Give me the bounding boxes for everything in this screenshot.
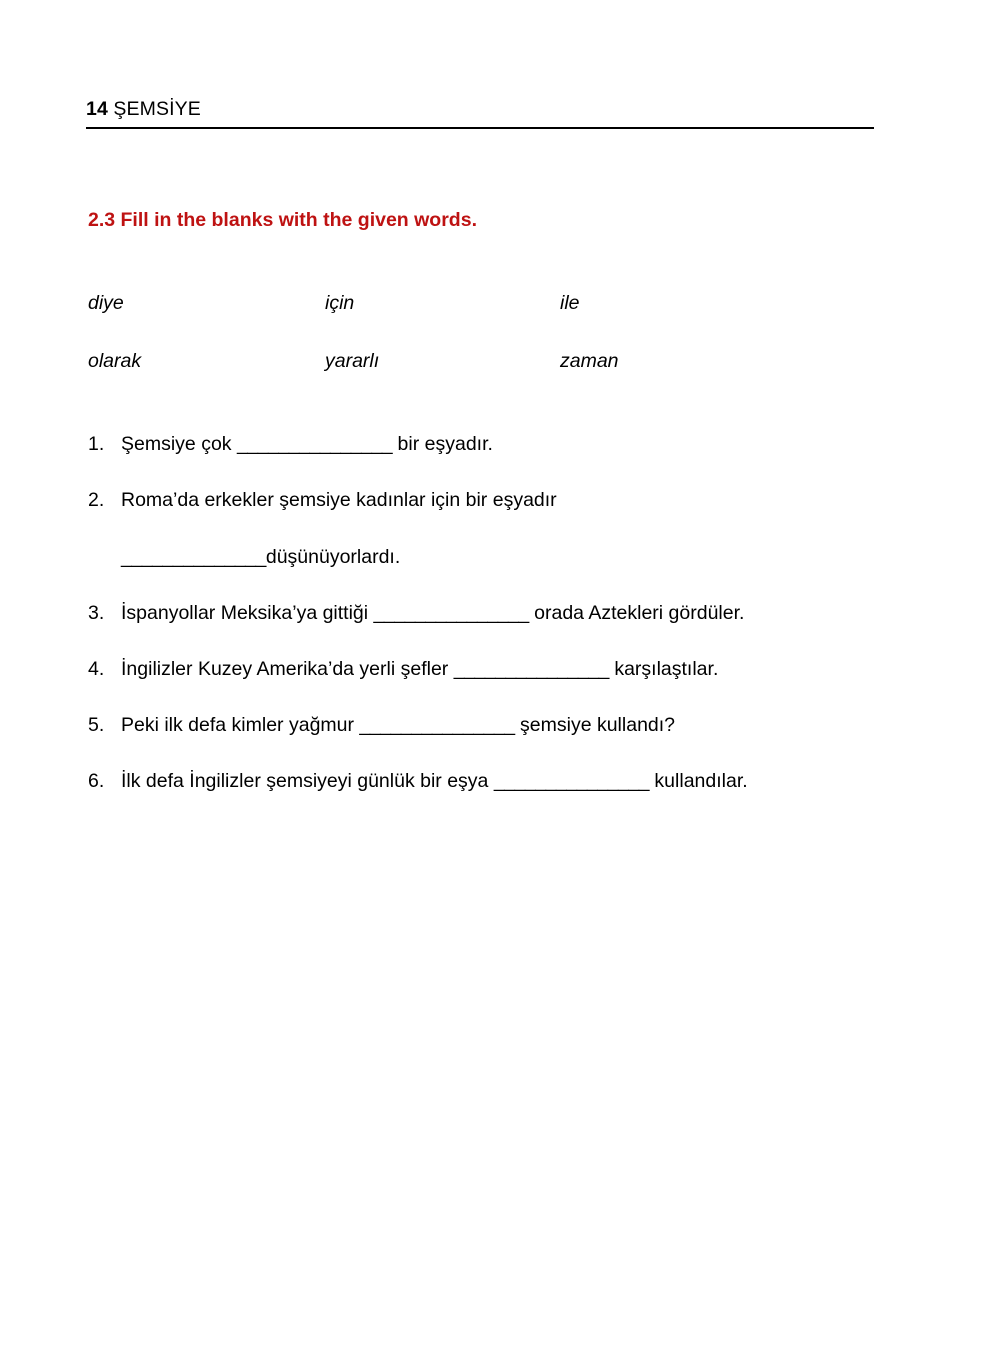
question-number: 5. <box>88 714 105 736</box>
question-body <box>121 709 948 742</box>
header-chapter-title: ŞEMSİYE <box>107 98 201 120</box>
question-body <box>121 597 948 630</box>
answer-blank[interactable]: _______________ <box>373 602 529 624</box>
header-divider-rule <box>86 127 874 129</box>
question-text-after: düşünüyorlardı. <box>265 546 401 568</box>
question-line <box>121 653 948 686</box>
question-body <box>121 765 948 798</box>
running-header <box>86 96 874 122</box>
question-text-after: kullandılar. <box>649 770 748 792</box>
word-bank-item: yararlı <box>325 350 380 372</box>
word-bank-row <box>88 290 888 348</box>
question-text-before: Roma’da erkekler şemsiye kadınlar için bir eşyadır <box>121 489 557 511</box>
answer-blank[interactable]: _______________ <box>453 658 609 680</box>
question-number: 1. <box>88 433 105 455</box>
question-item <box>88 709 948 742</box>
question-number: 3. <box>88 602 105 624</box>
question-line <box>121 709 948 742</box>
question-number: 4. <box>88 658 105 680</box>
question-item <box>88 597 948 630</box>
question-text-before: İspanyollar Meksika’ya gittiği <box>121 602 374 624</box>
question-text-after: karşılaştılar. <box>608 658 719 680</box>
answer-blank[interactable]: _______________ <box>236 433 393 455</box>
word-bank-item: olarak <box>88 350 142 372</box>
question-body <box>121 484 948 574</box>
question-text-after: orada Aztekleri gördüler. <box>528 602 745 624</box>
header-line <box>86 96 874 122</box>
question-text-after: bir eşyadır. <box>392 433 493 455</box>
word-bank-item: için <box>325 292 355 314</box>
word-bank-item: diye <box>88 292 124 314</box>
question-text-after: şemsiye kullandı? <box>514 714 676 736</box>
word-bank-item: ile <box>560 292 580 314</box>
question-body <box>121 428 948 461</box>
question-line <box>121 428 948 461</box>
question-line <box>121 484 948 517</box>
answer-blank[interactable]: _______________ <box>359 714 515 736</box>
word-bank-item: zaman <box>560 350 619 372</box>
question-text-before: Peki ilk defa kimler yağmur <box>121 714 360 736</box>
question-line <box>121 597 948 630</box>
question-text-before: İngilizler Kuzey Amerika’da yerli şefler <box>121 658 454 680</box>
header-page-number: 14 <box>86 98 108 120</box>
word-bank-row <box>88 348 888 406</box>
question-number: 2. <box>88 489 105 511</box>
word-bank <box>88 290 888 406</box>
question-text-before: İlk defa İngilizler şemsiyeyi günlük bir eşya <box>121 770 494 792</box>
question-item <box>88 484 948 574</box>
answer-blank[interactable]: ______________ <box>121 546 266 568</box>
question-text-before: Şemsiye çok <box>121 433 237 455</box>
question-line <box>121 765 948 798</box>
question-body <box>121 653 948 686</box>
answer-blank[interactable]: _______________ <box>493 770 650 792</box>
section-heading: 2.3 Fill in the blanks with the given words. <box>88 209 477 231</box>
question-item <box>88 428 948 461</box>
question-item <box>88 653 948 686</box>
question-item <box>88 765 948 798</box>
question-list <box>88 428 948 821</box>
question-line-wrapped <box>121 541 948 574</box>
question-number: 6. <box>88 770 105 792</box>
